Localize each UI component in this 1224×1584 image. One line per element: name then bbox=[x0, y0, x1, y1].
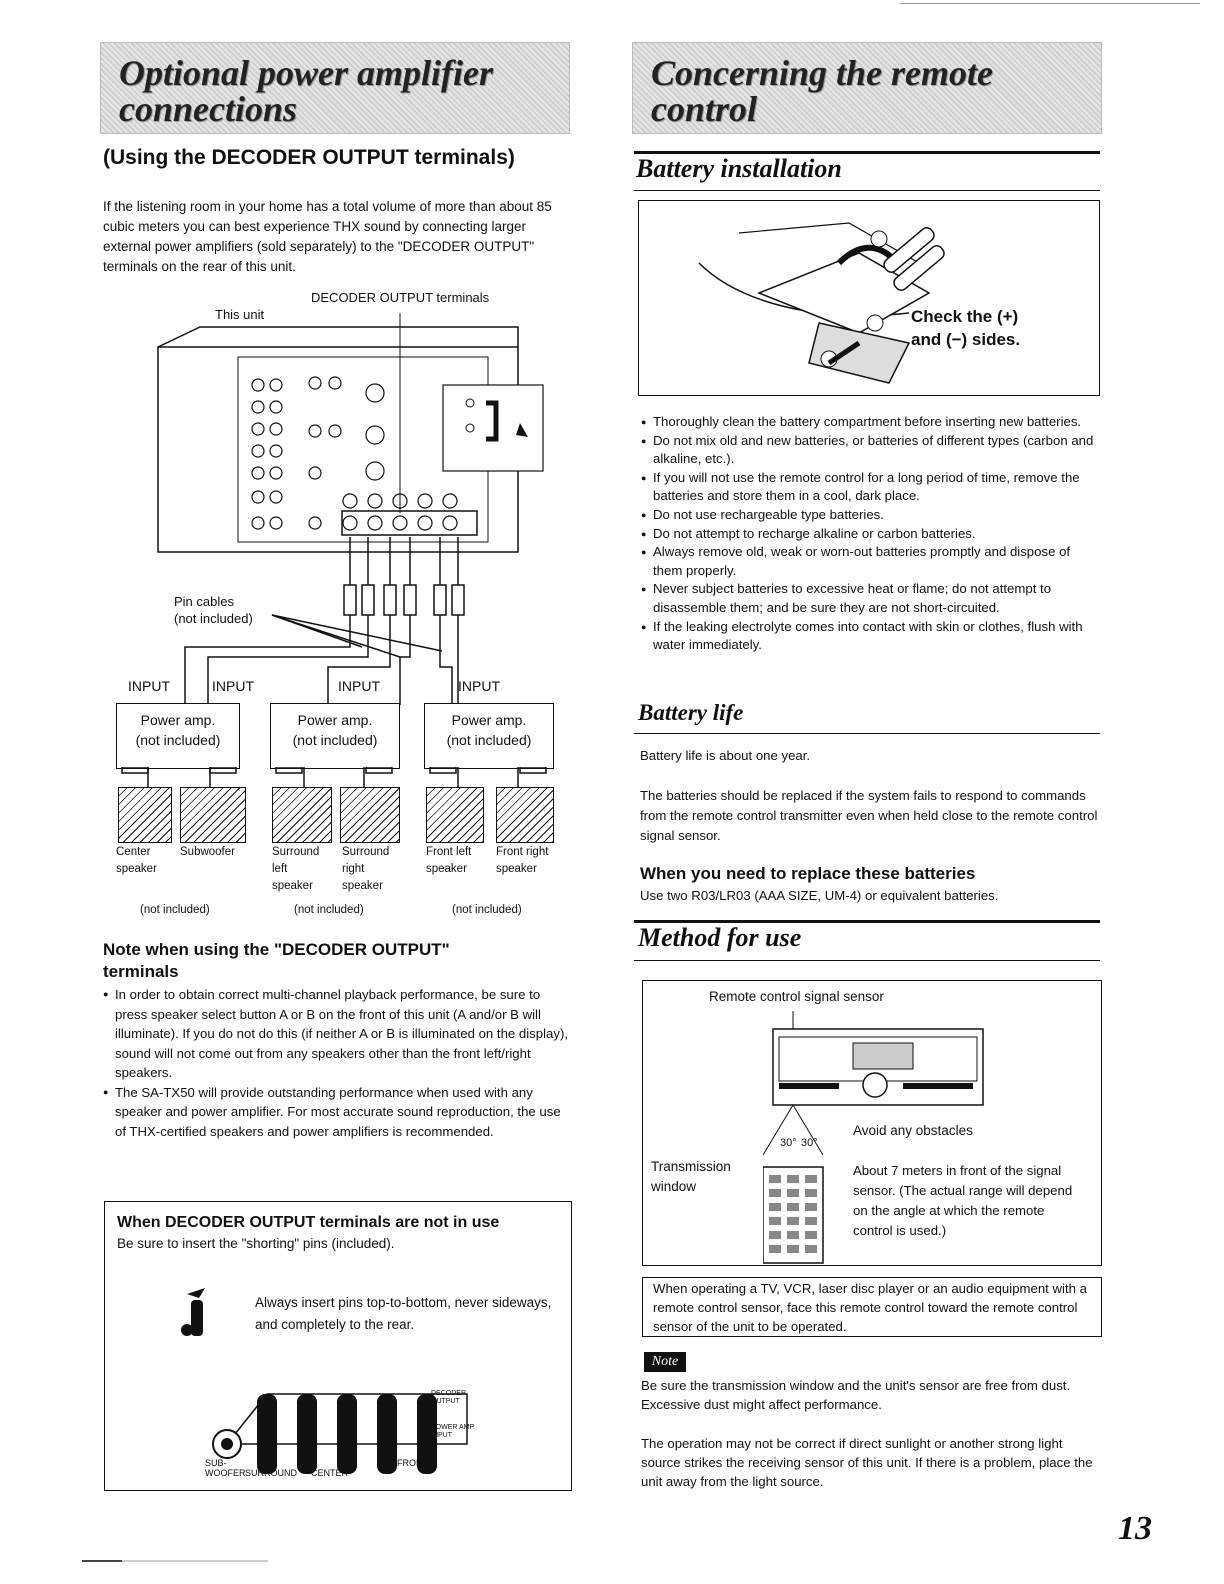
receiver-rear-panel bbox=[100, 285, 570, 705]
input-label-3: INPUT bbox=[338, 678, 380, 694]
battery-life-heading: Battery life bbox=[638, 700, 744, 725]
battery-bullet-6: ● Always remove old, weak or worn-out batteries promptly and dispose of them properly. bbox=[641, 543, 1101, 580]
label-surround-left: Surround left speaker bbox=[272, 846, 320, 892]
transmission-window-label: Transmission window bbox=[651, 1159, 731, 1194]
check-sides-label: Check the (+) and (−) sides. bbox=[911, 307, 1021, 349]
shorting-instruction: Always insert pins top-to-bottom, never sideways, and completely to the rear. bbox=[255, 1295, 552, 1332]
right-banner bbox=[632, 42, 1102, 134]
left-intro: If the listening room in your home has a total volume of more than about 85 cubic meters you can best experience THX sound by connecting larger external power amplifiers (sold separately) to the "DECODER OUTPUT" terminals on the rear of this unit. bbox=[103, 199, 552, 274]
label-surround-right: Surround right speaker bbox=[342, 846, 390, 892]
battery-bullet-1: ● Thoroughly clean the battery compartment before inserting new batteries. bbox=[641, 413, 1101, 432]
pin-cables-not-included: (not included) bbox=[174, 611, 253, 626]
panel-label-power-amp: POWER AMP INPUT bbox=[431, 1424, 475, 1439]
battery-install-heading: Battery installation bbox=[636, 154, 842, 183]
note-tag: Note bbox=[644, 1352, 686, 1372]
battery-life-text-1: Battery life is about one year. bbox=[640, 748, 811, 763]
battery-bullet-3: ● If you will not use the remote control for a long period of time, remove the batteries and store them in a cool, dark place. bbox=[641, 469, 1101, 506]
replace-heading: When you need to replace these batteries bbox=[640, 864, 976, 883]
label-subwoofer: Subwoofer bbox=[180, 846, 235, 858]
note-bullets bbox=[103, 985, 571, 1141]
battery-install-illustration bbox=[679, 203, 969, 393]
left-banner bbox=[100, 42, 570, 134]
power-amp-3-label: Power amp. bbox=[451, 712, 527, 728]
battery-bullet-7: ● Never subject batteries to excessive heat or flame; do not attempt to disassemble them; and be sure they are not short-circuited. bbox=[641, 580, 1101, 617]
panel-woofer-text: WOOFER bbox=[205, 1468, 246, 1478]
replace-text: Use two R03/LR03 (AAA SIZE, UM-4) or equivalent batteries. bbox=[640, 888, 999, 903]
speaker-subwoofer bbox=[180, 787, 246, 843]
not-included-2: (not included) bbox=[294, 904, 364, 916]
left-banner-title: Optional power amplifier connections bbox=[119, 53, 494, 129]
power-amp-2 bbox=[270, 703, 400, 769]
page-number: 13 bbox=[1118, 1510, 1152, 1547]
battery-bullet-5: ● Do not attempt to recharge alkaline or carbon batteries. bbox=[641, 525, 1101, 544]
battery-life-underline bbox=[634, 733, 1100, 734]
connection-diagram bbox=[100, 285, 570, 920]
battery-bullet-8: ● If the leaking electrolyte comes into contact with skin or clothes, flush with water immediately. bbox=[641, 618, 1101, 655]
label-front-right: Front right speaker bbox=[496, 846, 549, 875]
method-underline bbox=[634, 960, 1100, 961]
panel-label-surround: SURROUND bbox=[245, 1468, 298, 1478]
speaker-surround-left bbox=[272, 787, 332, 843]
input-label-2: INPUT bbox=[212, 678, 254, 694]
battery-bullets bbox=[641, 413, 1101, 655]
angle-right: 30° bbox=[801, 1137, 818, 1149]
power-amp-1-note: (not included) bbox=[135, 732, 221, 748]
shorting-box-title: When DECODER OUTPUT terminals are not in use bbox=[117, 1214, 500, 1231]
panel-sub-text: SUB- bbox=[205, 1458, 227, 1468]
power-amp-3 bbox=[424, 703, 554, 769]
shorting-pins-box bbox=[104, 1201, 572, 1491]
pin-insert-icon bbox=[177, 1284, 217, 1344]
input-label-4: INPUT bbox=[458, 678, 500, 694]
panel-label-sub bbox=[205, 1458, 246, 1478]
pin-cables-text: Pin cables bbox=[174, 594, 234, 609]
battery-life-text-2: The batteries should be replaced if the system fails to respond to commands from the remote control transmitter even when held close to the remote control signal sensor. bbox=[640, 788, 1098, 843]
power-amp-1 bbox=[116, 703, 240, 769]
speaker-front-left bbox=[426, 787, 484, 843]
shorting-box-sub: Be sure to insert the "shorting" pins (included). bbox=[117, 1236, 395, 1251]
note-heading: Note when using the "DECODER OUTPUT" terminals bbox=[103, 940, 450, 981]
battery-install-underline bbox=[634, 190, 1100, 191]
not-included-1: (not included) bbox=[140, 904, 210, 916]
panel-label-center: CENTER bbox=[311, 1468, 349, 1478]
input-label-1: INPUT bbox=[128, 678, 170, 694]
power-amp-1-label: Power amp. bbox=[140, 712, 216, 728]
note-text-2: The operation may not be correct if direct sunlight or another strong light source strikes the receiving sensor of this unit. If there is a problem, place the unit away from the light source. bbox=[641, 1436, 1093, 1489]
left-heading: (Using the DECODER OUTPUT terminals) bbox=[103, 146, 515, 169]
note-bullet-1: ● In order to obtain correct multi-channel playback performance, be sure to press speaker select button A or B on the front of this unit (A and/or B will illuminate). If you do not do this (if neither A or B is illuminated on the display), sound will not come out from any speakers other than the front left/right speakers. bbox=[103, 985, 571, 1083]
scan-artifact-top bbox=[900, 3, 1200, 4]
method-heading: Method for use bbox=[638, 923, 802, 952]
this-unit-label: This unit bbox=[215, 307, 265, 322]
right-banner-title: Concerning the remote control bbox=[651, 53, 994, 129]
note-text-1: Be sure the transmission window and the unit's sensor are free from dust. Excessive dust might affect performance. bbox=[641, 1378, 1071, 1412]
label-front-left: Front left speaker bbox=[426, 846, 472, 875]
angle-left: 30° bbox=[780, 1137, 797, 1149]
pin-cables-label bbox=[174, 593, 253, 627]
speaker-center bbox=[118, 787, 172, 843]
range-text: About 7 meters in front of the signal sensor. (The actual range will depend on the angle at which the remote control is used.) bbox=[853, 1163, 1073, 1238]
operating-note-text: When operating a TV, VCR, laser disc player or an audio equipment with a remote control sensor, face this remote control toward the remote control sensor of the unit to be operated. bbox=[653, 1281, 1087, 1334]
decoder-output-label: DECODER OUTPUT terminals bbox=[311, 290, 490, 305]
speaker-front-right bbox=[496, 787, 554, 843]
scan-artifact-bottom bbox=[82, 1560, 268, 1562]
panel-label-front: FRONT bbox=[397, 1458, 428, 1468]
sensor-label: Remote control signal sensor bbox=[709, 989, 884, 1004]
battery-bullet-2: ● Do not mix old and new batteries, or batteries of different types (carbon and alkaline, etc.). bbox=[641, 432, 1101, 469]
battery-bullet-4: ● Do not use rechargeable type batteries. bbox=[641, 506, 1101, 525]
label-center: Center speaker bbox=[116, 846, 157, 875]
operating-note-box bbox=[642, 1277, 1102, 1337]
power-amp-2-label: Power amp. bbox=[297, 712, 373, 728]
power-amp-3-note: (not included) bbox=[446, 732, 532, 748]
panel-label-decoder: DECODER OUTPUT bbox=[431, 1390, 467, 1405]
battery-diagram-box bbox=[638, 200, 1100, 396]
not-included-3: (not included) bbox=[452, 904, 522, 916]
power-amp-2-note: (not included) bbox=[292, 732, 378, 748]
method-diagram-box bbox=[642, 980, 1102, 1266]
avoid-obstacles: Avoid any obstacles bbox=[853, 1123, 973, 1138]
note-bullet-2: ● The SA-TX50 will provide outstanding performance when used with any speaker and power amplifier. For most accurate sound reproduction, the use of THX-certified speakers and power amplifiers is recommended. bbox=[103, 1083, 571, 1142]
speaker-surround-right bbox=[340, 787, 400, 843]
